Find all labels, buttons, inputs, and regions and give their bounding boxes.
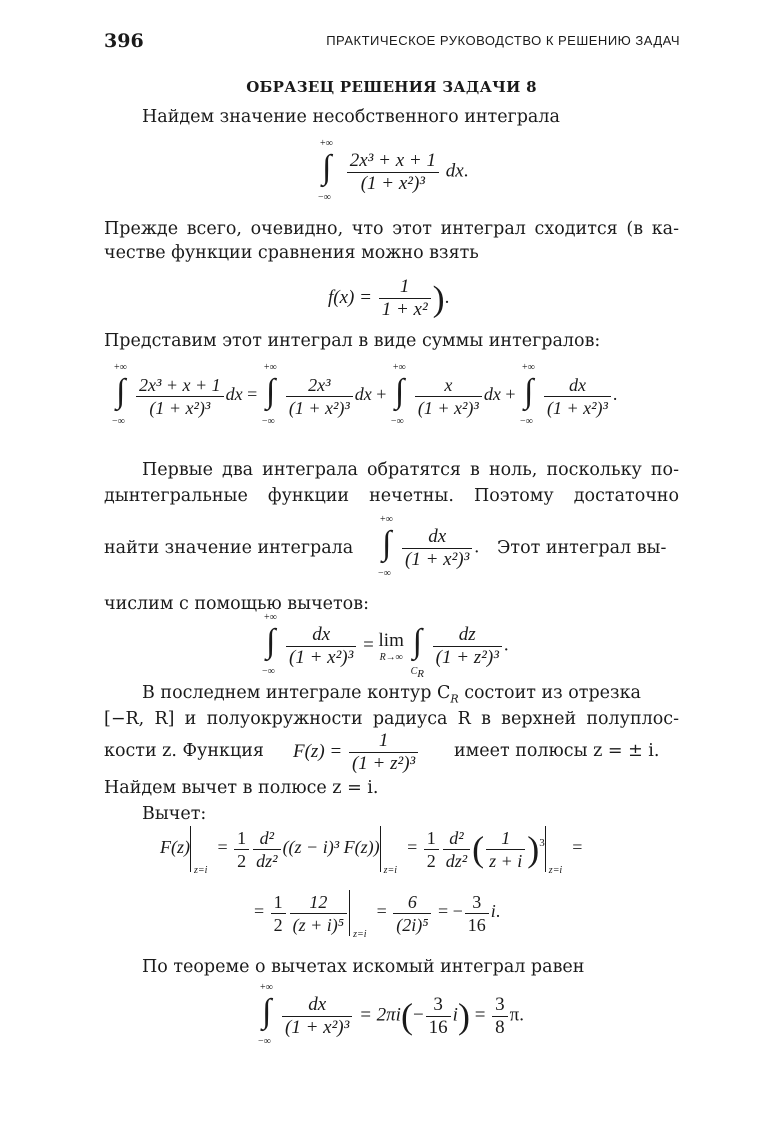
paragraph-pole: Найдем вычет в полюсе z = i. <box>104 778 379 798</box>
paragraph-contour-3b: имеет полюсы z = ± i. <box>454 741 660 761</box>
paragraph-odd-2: дынтегральные функции нечетны. Поэтому достаточно <box>104 486 679 506</box>
paragraph-theorem: По теореме о вычетах искомый интеграл равен <box>142 957 585 977</box>
section-title: ОБРАЗЕЦ РЕШЕНИЯ ЗАДАЧИ 8 <box>246 78 537 96</box>
paragraph-intro: Найдем значение несобственного интеграла <box>142 107 560 127</box>
paragraph-sum: Представим этот интеграл в виде суммы интегралов: <box>104 331 601 351</box>
formula-main-integral: +∞ ∫ −∞ $\frac{\text{2x³ + x + 1}}{\text{(1 + x²)³}}$ dx. <box>318 138 469 203</box>
formula-final: +∞ ∫ −∞ $\frac{dx}{\text{(1 + x²)³}}$ = 2πi(− $\frac{3}{16}$ i) = $\frac{3}{8}$ π. <box>258 982 524 1047</box>
formula-contour-limit: +∞ ∫ −∞ $\frac{dx}{\text{(1 + x²)³}}$ = lim R→∞ ∫ $C_R$ $\frac{dz}{\text{(1 + z²)³}}$ . <box>262 612 509 680</box>
paragraph-contour-3a: кости z. Функция <box>104 741 264 761</box>
formula-comparison: f(x) = $\frac{1}{\text{1 + x²}}$ ). <box>328 276 450 320</box>
formula-sum: +∞ ∫ −∞ $\frac{\text{2x³ + x + 1}}{\text{(1 + x²)³}}$ dx = +∞ ∫ −∞ $\frac{\text{2x³}}{\text{(1 + x²)³}}$ dx + +∞ ∫ −∞ $\frac{x}{\text{(1 + x²)³}}$ dx + +∞ ∫ −∞ $\frac{dx}{\text{(1 + x²)³}}$ . <box>112 362 618 427</box>
paragraph-residue-label: Вычет: <box>142 804 207 824</box>
paragraph-odd-3a: найти значение интеграла <box>104 538 354 558</box>
formula-residue-1: F(z) z=i = $\frac{1}{2}$ $\frac{\text{d²}}{\text{dz²}}$ ((z − i)³ F(z)) z=i = $\frac{1}{2}$ $\frac{\text{d²}}{\text{dz²}}$ ( $\frac{1}{z + i}$ )$^3$ z=i = <box>160 827 583 876</box>
paragraph-convergence-2: честве функции сравнения можно взять <box>104 243 479 263</box>
paragraph-odd-1: Первые два интеграла обратятся в ноль, поскольку по- <box>142 460 679 480</box>
running-title: ПРАКТИЧЕСКОЕ РУКОВОДСТВО К РЕШЕНИЮ ЗАДАЧ <box>326 33 680 48</box>
paragraph-contour-2: [−R, R] и полуокружности радиуса R в верхней полуплос- <box>104 709 679 729</box>
integral-sign: +∞ ∫ −∞ <box>318 138 333 203</box>
formula-function-F: F(z) = $\frac{1}{\text{(1 + z²)³}}$ <box>293 730 420 775</box>
paragraph-odd-3b: Этот интеграл вы- <box>497 538 667 558</box>
formula-inline-integral: +∞ ∫ −∞ $\frac{dx}{\text{(1 + x²)³}}$ . <box>378 514 480 579</box>
paragraph-contour-1: В последнем интеграле контур $C_R$ состоит из отрезка <box>142 683 641 706</box>
paragraph-convergence-1: Прежде всего, очевидно, что этот интеграл сходится (в ка- <box>104 219 679 239</box>
paragraph-odd-4: числим с помощью вычетов: <box>104 594 369 614</box>
fraction: $\frac{\text{2x³ + x + 1}}{\text{(1 + x²)³}}$ <box>347 150 439 195</box>
formula-residue-2: = $\frac{1}{2}$ $\frac{12}{\text{(z + i)⁵}}$ z=i = $\frac{6}{\text{(2i)⁵}}$ = − $\frac{3}{16}$ i. <box>254 891 501 940</box>
page-number: 396 <box>104 30 144 52</box>
